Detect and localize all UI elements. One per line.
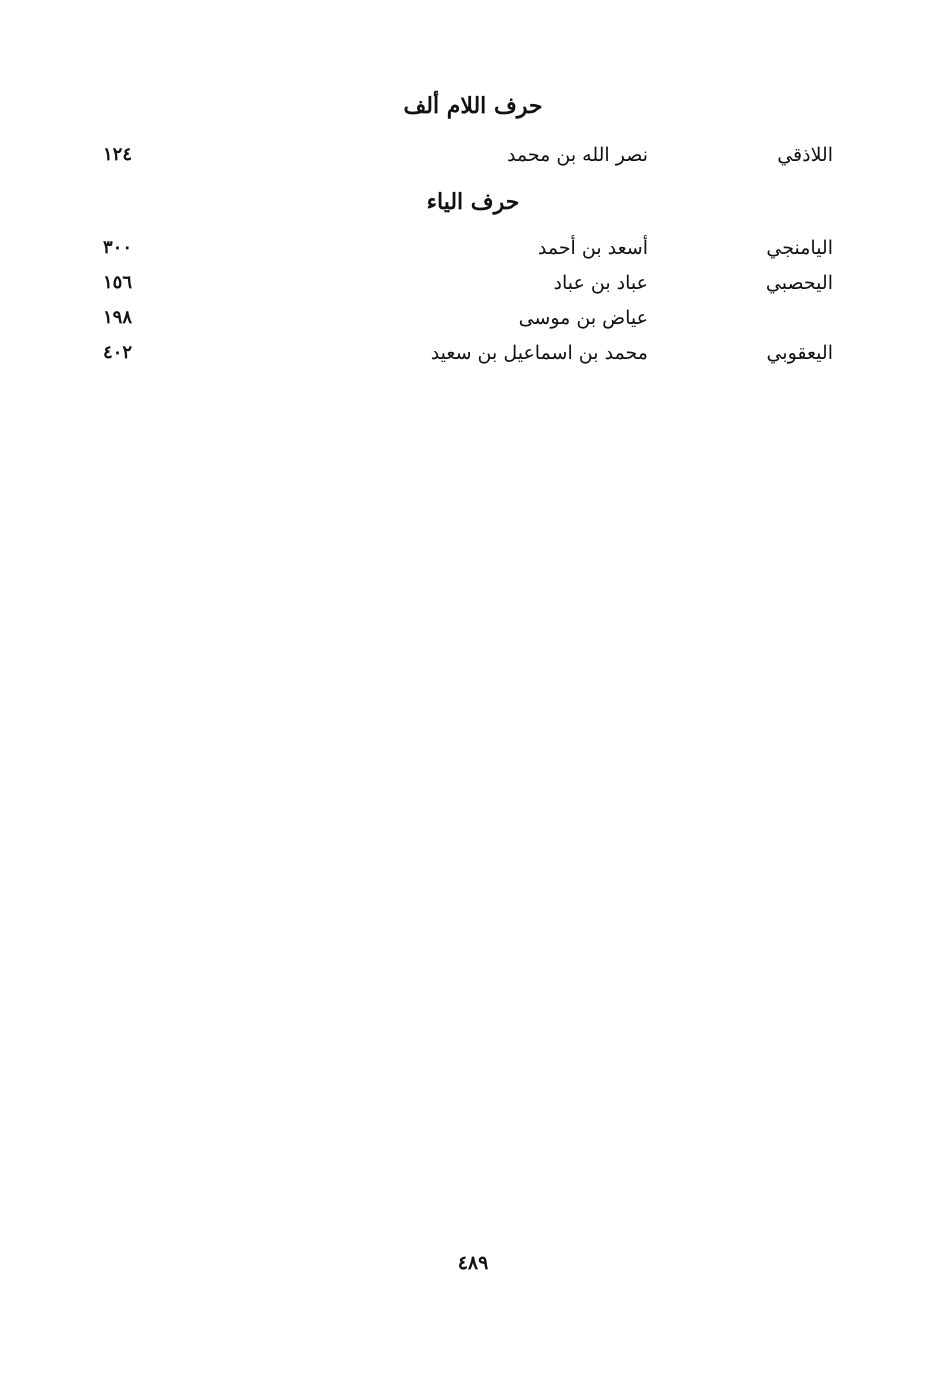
entry-page-number: ١٢٤ bbox=[103, 144, 133, 165]
entry-name: نصر الله بن محمد bbox=[506, 144, 648, 166]
entry-name: أسعد بن أحمد bbox=[537, 237, 648, 259]
entry-name: عياض بن موسى bbox=[518, 307, 648, 329]
entry-name: عباد بن عباد bbox=[553, 272, 648, 294]
entry-page-number: ١٩٨ bbox=[103, 307, 133, 328]
section-heading-ya: حرف الياء bbox=[426, 189, 520, 215]
index-entry bbox=[0, 140, 946, 170]
entry-name: محمد بن اسماعيل بن سعيد bbox=[430, 342, 648, 364]
page-number: ٤٨٩ bbox=[457, 1252, 489, 1274]
index-entry bbox=[0, 303, 946, 333]
section-heading-lam-alif: حرف اللام ألف bbox=[403, 93, 543, 119]
index-entry bbox=[0, 268, 946, 298]
entry-nisba: اليامنجي bbox=[766, 237, 833, 259]
index-entry bbox=[0, 338, 946, 368]
entry-page-number: ١٥٦ bbox=[103, 272, 133, 293]
entry-nisba: اليعقوبي bbox=[766, 342, 833, 364]
entry-nisba: اللاذقي bbox=[777, 144, 833, 166]
index-entry bbox=[0, 233, 946, 263]
entry-page-number: ٤٠٢ bbox=[103, 342, 133, 363]
entry-page-number: ٣٠٠ bbox=[103, 237, 133, 258]
entry-nisba: اليحصبي bbox=[765, 272, 833, 294]
